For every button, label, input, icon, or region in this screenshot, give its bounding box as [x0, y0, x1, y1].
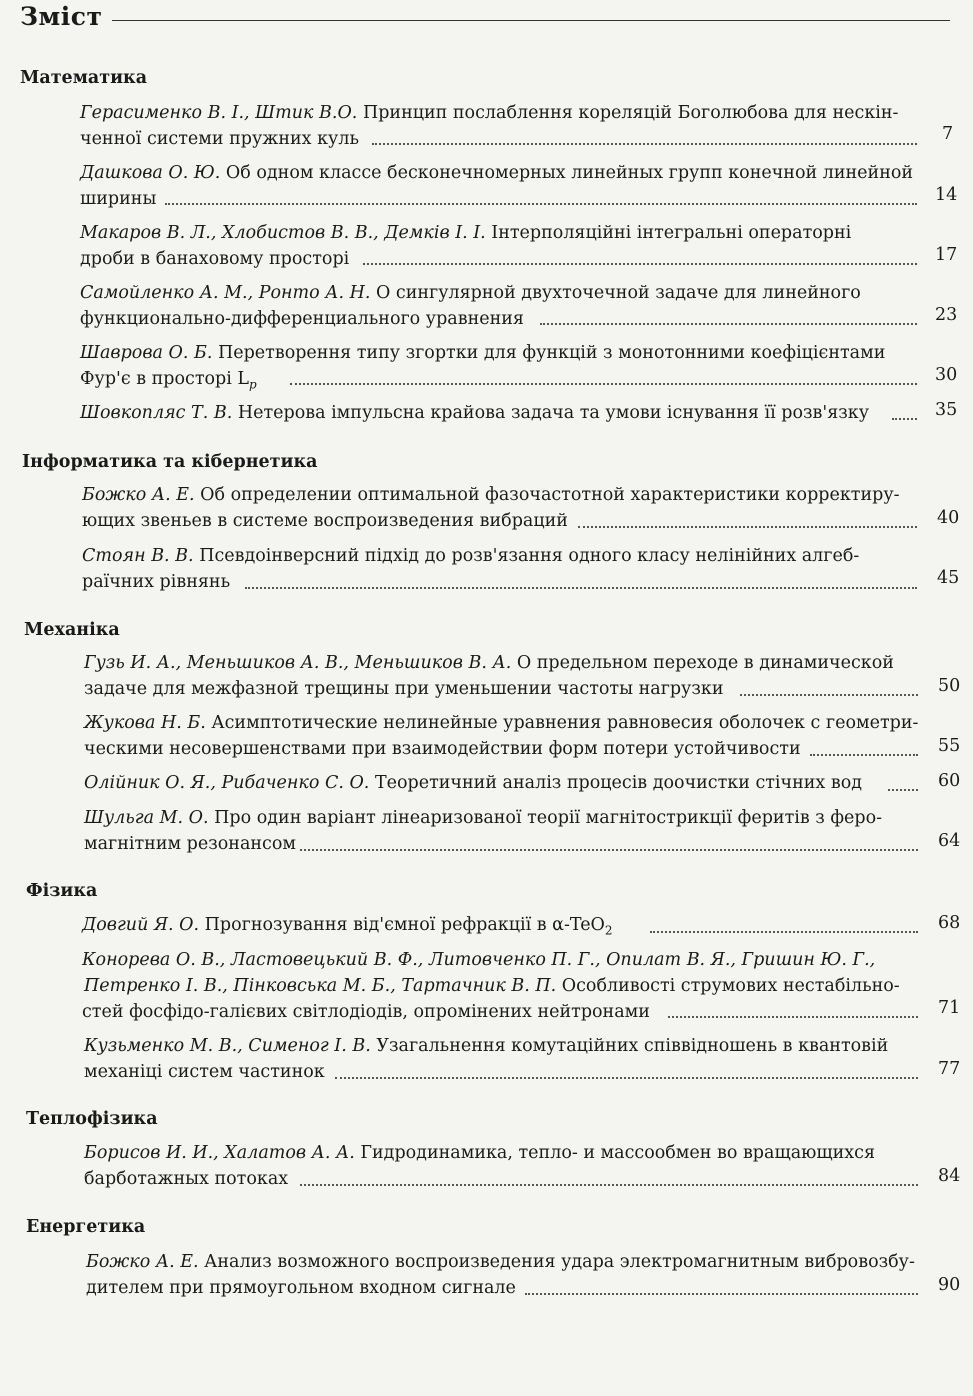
dot-leader: [300, 849, 918, 851]
entry-page-number: 77: [938, 1059, 961, 1079]
entry-title-line2: стей фосфідо-галієвих світлодіодів, опромінених нейтронами: [82, 1002, 650, 1022]
entry-authors: Довгий Я. О.: [82, 915, 200, 935]
entry-authors: Макаров В. Л., Хлобистов В. В., Демків І. І.: [80, 223, 486, 243]
section-heading-thermophysics: Теплофізика: [26, 1109, 158, 1129]
entry-authors: Кузьменко М. В., Сименог І. В.: [84, 1036, 371, 1056]
entry-title-line2: дителем при прямоугольном входном сигнале: [86, 1278, 516, 1298]
dot-leader: [363, 263, 917, 265]
entry-authors: Гузь И. А., Меньшиков А. В., Меньшиков В. А.: [84, 653, 512, 673]
entry-title-line1: Асимптотические нелинейные уравнения равновесия оболочек с геометри-: [211, 713, 919, 733]
dot-leader: [290, 383, 917, 385]
entry-title-line1: Об определении оптимальной фазочастотной характеристики корректиру-: [200, 485, 900, 505]
dot-leader: [888, 789, 918, 791]
dot-leader: [668, 1016, 918, 1018]
entry-title-line2: раїчних рівнянь: [82, 572, 231, 592]
section-heading-informatics: Інформатика та кібернетика: [22, 452, 318, 472]
entry-authors: Шульга М. О.: [84, 808, 209, 828]
page-title: Зміст: [20, 2, 103, 31]
entry-authors: Олійник О. Я., Рибаченко С. О.: [84, 773, 370, 793]
entry-authors: Дашкова О. Ю.: [80, 163, 221, 183]
entry-title-line2: барботажных потоках: [84, 1169, 289, 1189]
entry-title-line2: задаче для межфазной трещины при уменьшении частоты нагрузки: [84, 679, 724, 699]
entry-authors: Жукова Н. Б.: [84, 713, 206, 733]
dot-leader: [892, 418, 917, 420]
dot-leader: [740, 694, 918, 696]
toc-entry[interactable]: [80, 340, 920, 398]
entry-page-number: 68: [938, 913, 961, 933]
entry-page-number: 7: [942, 124, 954, 144]
entry-title-line1: Об одном классе бесконечномерных линейных групп конечной линейной: [225, 163, 914, 183]
toc-entry[interactable]: [84, 710, 924, 762]
entry-page-number: 45: [937, 568, 960, 588]
entry-authors: Самойленко А. М., Ронто А. Н.: [80, 283, 371, 303]
dot-leader: [578, 526, 917, 528]
entry-page-number: 60: [938, 771, 961, 791]
entry-title-line2: ческими несовершенствами при взаимодействии форм потери устойчивости: [84, 739, 801, 759]
entry-title-line1: О сингулярной двухточечной задаче для линейного: [376, 283, 861, 303]
dot-leader: [650, 931, 918, 933]
entry-title-line1: Узагальнення комутаційних співвідношень в квантовій: [376, 1036, 889, 1056]
entry-page-number: 17: [935, 245, 958, 265]
entry-title-line2: магнітним резонансом: [84, 834, 297, 854]
entry-page-number: 71: [938, 998, 961, 1018]
entry-page-number: 90: [938, 1275, 961, 1295]
entry-title-line2: ширины: [80, 189, 157, 209]
entry-authors: Борисов И. И., Халатов А. А.: [84, 1143, 355, 1163]
entry-title-line1: О предельном переходе в динамической: [516, 653, 894, 673]
dot-leader: [540, 323, 917, 325]
entry-title-line1: Прогнозування від'ємної рефракції в α-TeO: [204, 915, 605, 935]
toc-entry[interactable]: [82, 947, 922, 1025]
entry-page-number: 23: [935, 305, 958, 325]
entry-title-line1: Псевдоінверсний підхід до розв'язання одного класу нелінійних алгеб-: [199, 546, 860, 566]
entry-title-line1: Принцип послаблення кореляцій Боголюбова для нескін-: [362, 103, 899, 123]
entry-authors: Божко А. Е.: [82, 485, 195, 505]
section-heading-mathematics: Математика: [20, 68, 148, 88]
dot-leader: [300, 1184, 918, 1186]
entry-title-line2: ющих звеньев в системе воспроизведения вибраций: [82, 511, 568, 531]
entry-page-number: 14: [935, 185, 958, 205]
entry-page-number: 40: [937, 508, 960, 528]
entry-subscript: 2: [604, 923, 613, 938]
dot-leader: [165, 203, 917, 205]
toc-entry[interactable]: [82, 912, 922, 944]
entry-page-number: 35: [935, 400, 958, 420]
dot-leader: [335, 1077, 918, 1079]
entry-subscript: p: [249, 377, 257, 392]
section-heading-energetics: Енергетика: [26, 1217, 146, 1237]
entry-title-line2: ченної системи пружних куль: [80, 129, 359, 149]
entry-authors: Божко А. Е.: [86, 1252, 199, 1272]
entry-title-line1: Перетворення типу згортки для функцій з монотонними коефіцієнтами: [217, 343, 886, 363]
toc-title-row: [20, 0, 950, 34]
entry-title-line2: Фур'є в просторі L: [80, 369, 250, 389]
dot-leader: [525, 1293, 918, 1295]
entry-title-line1: Інтерполяційні інтегральні операторні: [491, 223, 852, 243]
toc-entry[interactable]: [80, 400, 920, 426]
entry-title-line1: Нетерова імпульсна крайова задача та умови існування її розв'язку: [237, 403, 870, 423]
entry-authors: Конорева О. В., Ластовецький В. Ф., Литовченко П. Г., Опилат В. Я., Гришин Ю. Г.,: [82, 950, 876, 970]
entry-title-line1: Гидродинамика, тепло- и массообмен во вращающихся: [360, 1143, 876, 1163]
entry-authors-cont: Петренко І. В., Пінковська М. Б., Тартачник В. П.: [84, 976, 557, 996]
entry-authors: Герасименко В. І., Штик В.О.: [80, 103, 358, 123]
entry-title-line2: механіці систем частинок: [84, 1062, 325, 1082]
entry-page-number: 30: [935, 365, 958, 385]
dot-leader: [245, 587, 917, 589]
toc-entry[interactable]: [84, 770, 924, 796]
entry-title-line2: функционально-дифференциального уравнения: [80, 309, 524, 329]
section-heading-physics: Фізика: [26, 881, 98, 901]
dot-leader: [810, 754, 918, 756]
entry-title-line2: дроби в банаховому просторі: [80, 249, 350, 269]
entry-page-number: 84: [938, 1166, 961, 1186]
title-rule: [112, 20, 950, 21]
entry-title-line1: Особливості струмових нестабільно-: [561, 976, 900, 996]
entry-page-number: 50: [938, 676, 961, 696]
entry-title-line1: Про один варіант лінеаризованої теорії магнітострикції феритів з феро-: [214, 808, 883, 828]
entry-authors: Шаврова О. Б.: [80, 343, 213, 363]
section-heading-mechanics: Механіка: [24, 620, 120, 640]
entry-page-number: 64: [938, 831, 961, 851]
entry-authors: Стоян В. В.: [82, 546, 194, 566]
entry-title-line1: Анализ возможного воспроизведения удара электромагнитным вибровозбу-: [204, 1252, 915, 1272]
entry-page-number: 55: [938, 736, 961, 756]
dot-leader: [372, 143, 917, 145]
entry-title-line1: Теоретичний аналіз процесів доочистки стічних вод: [374, 773, 863, 793]
entry-authors: Шовкопляс Т. В.: [80, 403, 233, 423]
